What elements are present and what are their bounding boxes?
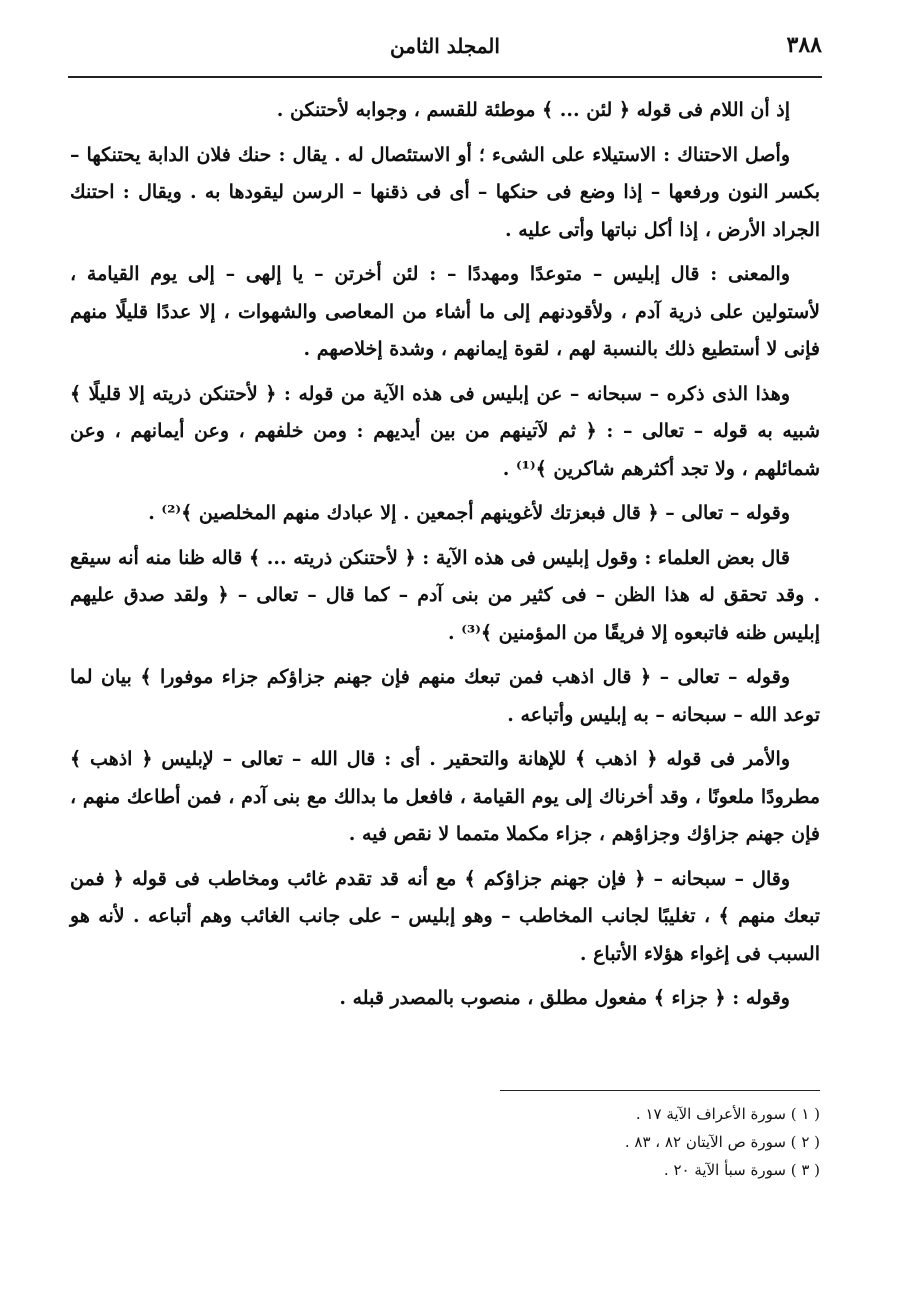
body-text — [70, 92, 820, 1018]
footnote: ( ٣ ) سورة سبأ الآية ٢٠ . — [663, 1161, 820, 1179]
footnotes — [320, 1100, 820, 1184]
paragraph: وقوله – تعالى – ﴿ قال اذهب فمن تبعك منهم فإن جهنم جزاؤكم جزاء موفورا ﴾ بيان لما توعد الله – سبحانه – به إبليس وأتباعه . — [70, 666, 820, 726]
paragraph: وقال – سبحانه – ﴿ فإن جهنم جزاؤكم ﴾ مع أنه قد تقدم غائب ومخاطب فى قوله ﴿ فمن تبعك منهم ﴾ ، تغليبًا لجانب المخاطب – وهو إبليس – على جانب الغائب وهم أتباعه . لأنه هو السبب فى إغواء هؤلاء الأتباع . — [70, 867, 820, 965]
running-title: المجلد الثامن — [390, 34, 500, 58]
paragraph: قال بعض العلماء : وقول إبليس فى هذه الآية : ﴿ لأحتنكن ذريته ... ﴾ قاله ظنا منه أنه سيقع . وقد تحقق له هذا الظن – فى كثير من بنى آدم – كما قال – تعالى – ﴿ ولقد صدق عليهم إبليس ظنه فاتبعوه إلا فريقًا من المؤمنين ﴾⁽³⁾ . — [70, 546, 820, 644]
page-header — [68, 32, 822, 72]
paragraph: إذ أن اللام فى قوله ﴿ لئن ... ﴾ موطئة للقسم ، وجوابه لأحتنكن . — [276, 99, 790, 121]
paragraph: وهذا الذى ذكره – سبحانه – عن إبليس فى هذه الآية من قوله : ﴿ لأحتنكن ذريته إلا قليلًا ﴾ شبيه به قوله – تعالى – : ﴿ ثم لآتينهم من بين أيديهم : ومن خلفهم ، وعن أيمانهم ، وعن شمائلهم ، ولا تجد أكثرهم شاكرين ﴾⁽¹⁾ . — [70, 382, 820, 480]
footnote: ( ٢ ) سورة ص الآيتان ٨٢ ، ٨٣ . — [624, 1133, 820, 1151]
paragraph: والمعنى : قال إبليس – متوعدًا ومهددًا – : لئن أخرتن – يا إلهى – إلى يوم القيامة ، لأستولين على ذرية آدم ، ولأقودنهم إلى ما أشاء من المعاصى والشهوات ، إلا عددًا قليلًا منهم فإنى لا أستطيع ذلك بالنسبة لهم ، لقوة إيمانهم ، وشدة إخلاصهم . — [70, 263, 820, 360]
footnote: ( ١ ) سورة الأعراف الآية ١٧ . — [635, 1105, 820, 1123]
page-number: ٣٨٨ — [786, 32, 822, 58]
paragraph: وقوله – تعالى – ﴿ قال فبعزتك لأغوينهم أجمعين . إلا عبادك منهم المخلصين ﴾⁽²⁾ . — [148, 502, 790, 524]
paragraph: وقوله : ﴿ جزاء ﴾ مفعول مطلق ، منصوب بالمصدر قبله . — [339, 987, 790, 1009]
footnote-rule — [500, 1090, 820, 1091]
header-rule — [68, 76, 822, 78]
paragraph: والأمر فى قوله ﴿ اذهب ﴾ للإهانة والتحقير . أى : قال الله – تعالى – لإبليس ﴿ اذهب ﴾ مطرودًا ملعونًا ، وقد أخرناك إلى يوم القيامة ، فافعل ما بدالك مع بنى آدم ، فمن أطاعك منهم ، فإن جهنم جزاؤك وجزاؤهم ، جزاء مكملا متمما لا نقص فيه . — [70, 748, 820, 845]
paragraph: وأصل الاحتناك : الاستيلاء على الشىء ؛ أو الاستئصال له . يقال : حنك فلان الدابة يحتنكها – بكسر النون ورفعها – إذا وضع فى حنكها – أى فى ذقنها – الرسن ليقودها به . ويقال : احتنك الجراد الأرض ، إذا أكل نباتها وأتى عليه . — [70, 143, 820, 241]
